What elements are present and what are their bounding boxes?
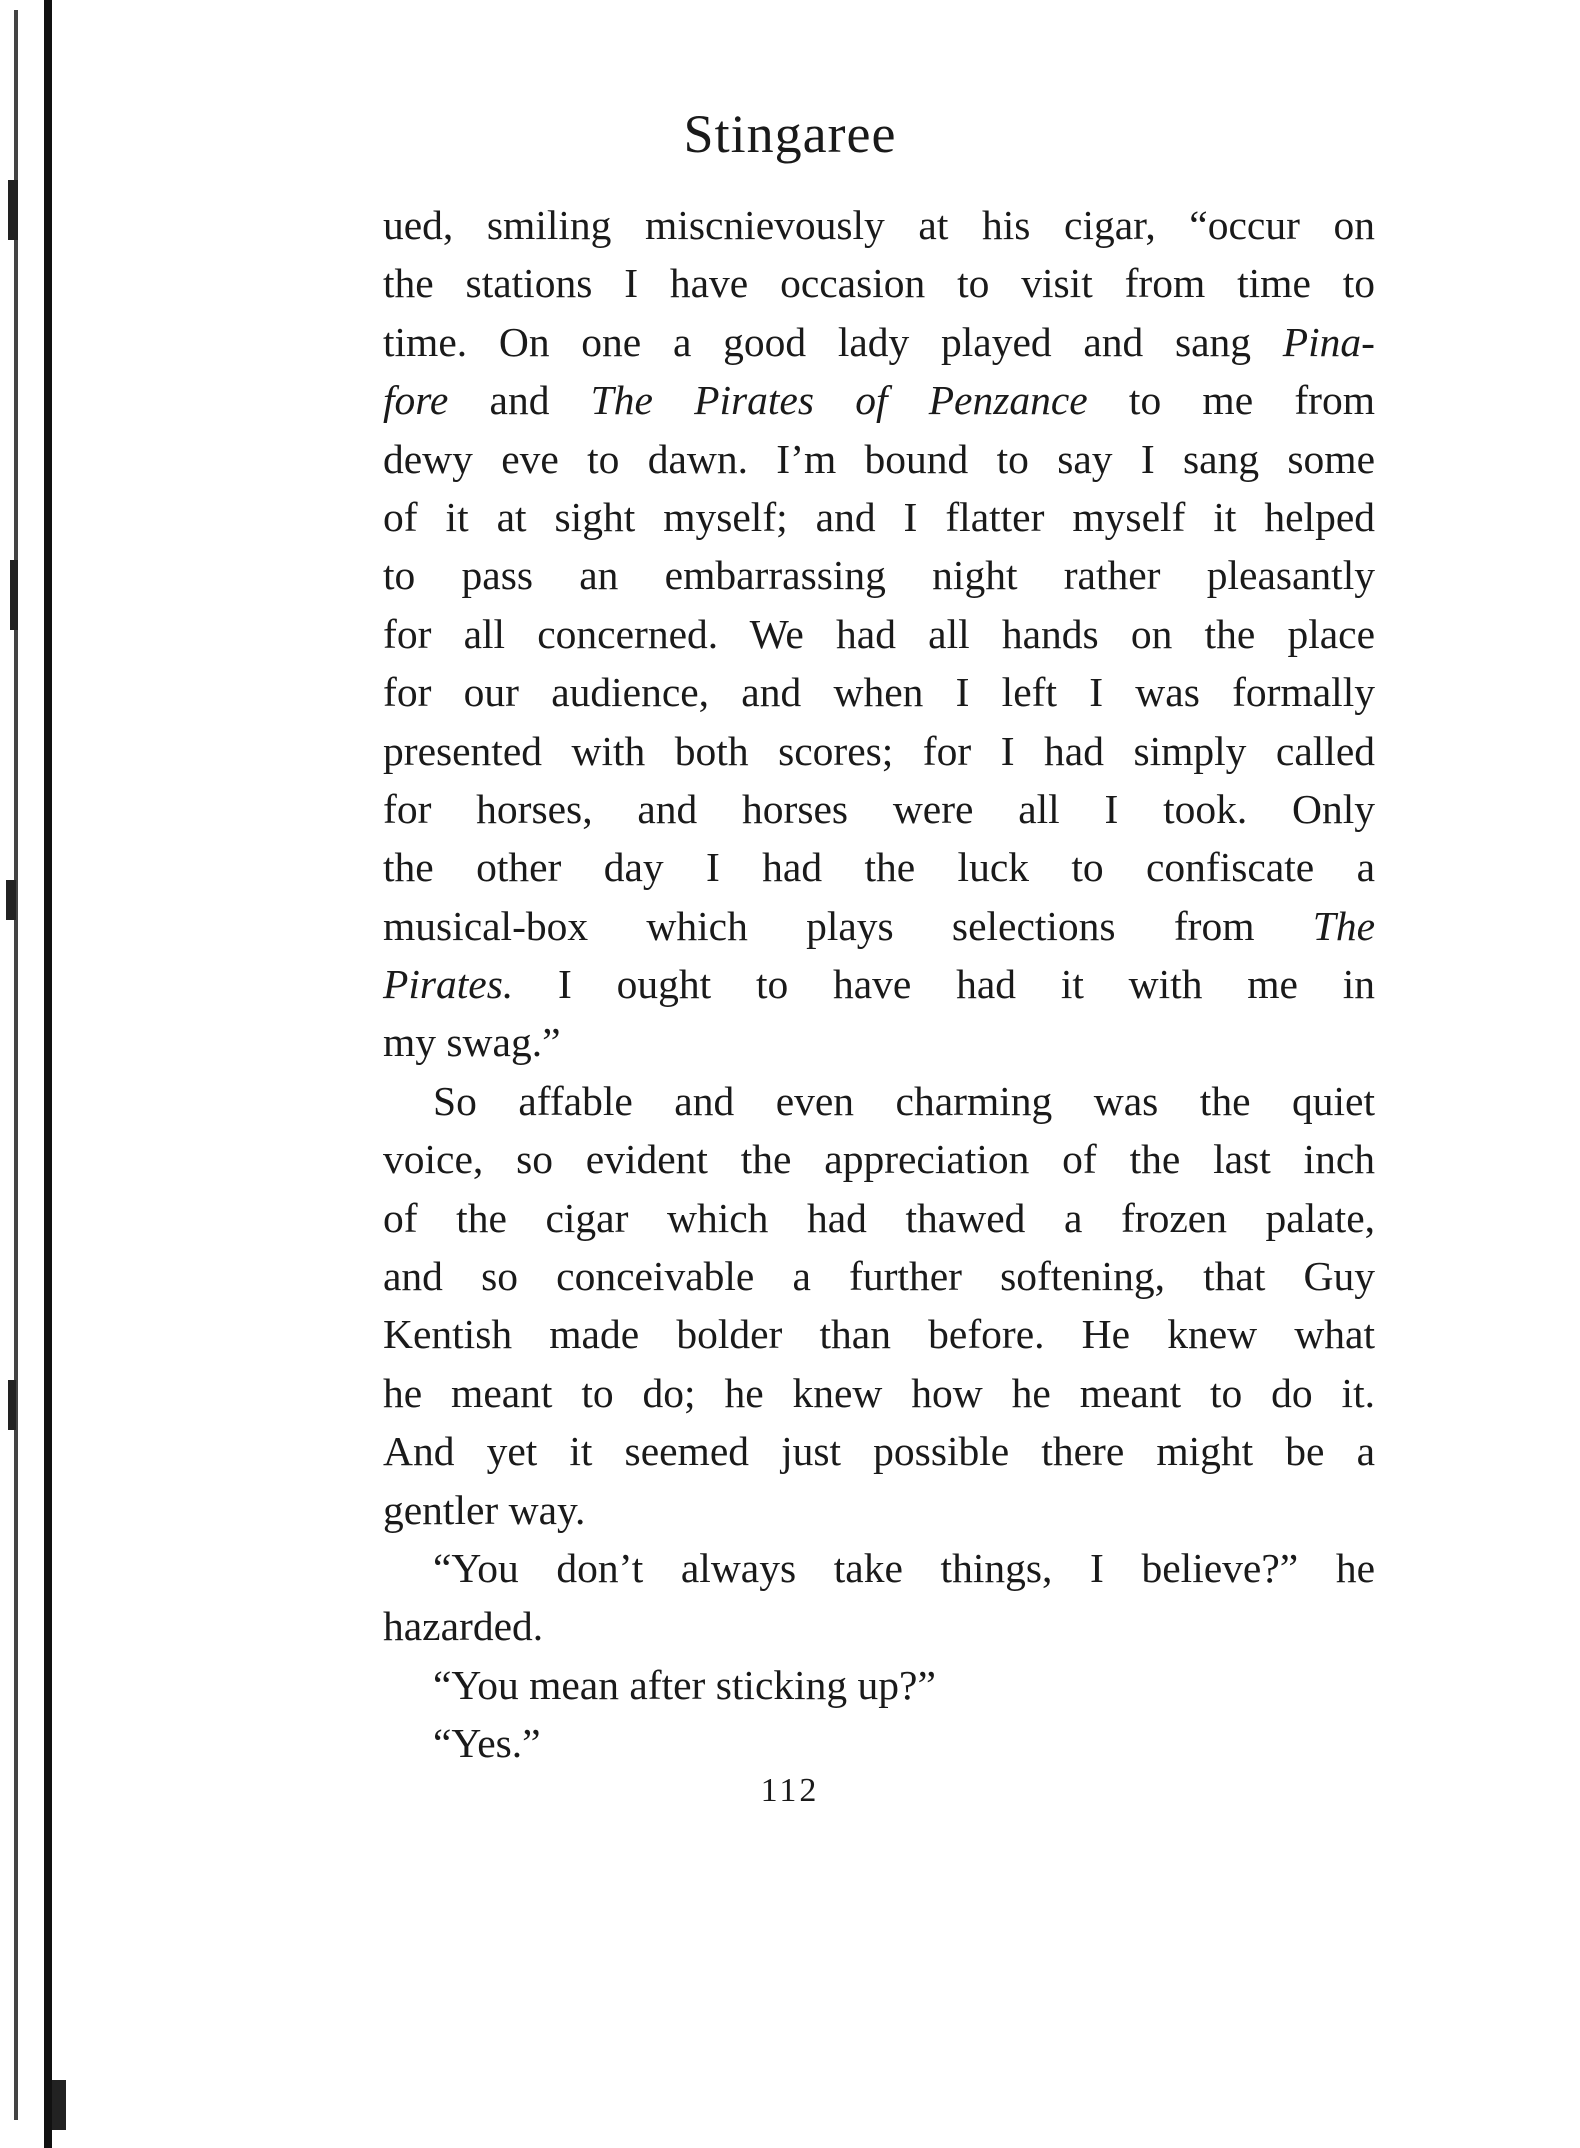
text-line bbox=[383, 1013, 1375, 1071]
italic-text-span: Pirates. bbox=[383, 961, 514, 1008]
italic-text-span: The Pirates of Penzance bbox=[590, 377, 1088, 424]
text-line bbox=[383, 1130, 1375, 1188]
text-span: and bbox=[448, 377, 591, 424]
text-span: voice, so evident the appreciation of the last inch bbox=[383, 1136, 1375, 1183]
text-span: time. On one a good lady played and sang bbox=[383, 318, 1283, 365]
text-span: to me from bbox=[1087, 377, 1376, 424]
text-span: musical-box which plays selections from bbox=[383, 902, 1313, 949]
text-span: the stations I have occasion to visit from time to bbox=[383, 260, 1375, 307]
text-line bbox=[383, 1072, 1375, 1130]
scanned-binding-edge bbox=[0, 0, 70, 2148]
text-span: So affable and even charming was the quiet bbox=[433, 1077, 1375, 1124]
text-span: “You mean after sticking up?” bbox=[433, 1661, 936, 1708]
italic-text-span: Pina- bbox=[1282, 318, 1375, 365]
text-span: gentler way. bbox=[383, 1486, 586, 1533]
text-line bbox=[383, 196, 1375, 254]
text-line bbox=[383, 1656, 1375, 1714]
text-line bbox=[383, 1714, 1375, 1772]
binding-gutter-line bbox=[44, 0, 52, 2148]
text-line bbox=[383, 722, 1375, 780]
text-span: and so conceivable a further softening, that Guy bbox=[383, 1253, 1375, 1300]
text-span: Kentish made bolder than before. He knew what bbox=[383, 1311, 1375, 1358]
text-line bbox=[383, 546, 1375, 604]
text-span: for horses, and horses were all I took. Only bbox=[383, 785, 1375, 832]
text-line bbox=[383, 488, 1375, 546]
text-line bbox=[383, 371, 1375, 429]
running-head: Stingaree bbox=[683, 104, 897, 164]
text-line bbox=[383, 1364, 1375, 1422]
text-line bbox=[383, 1305, 1375, 1363]
text-span: hazarded. bbox=[383, 1603, 544, 1650]
text-line bbox=[383, 838, 1375, 896]
text-line bbox=[383, 254, 1375, 312]
text-line bbox=[383, 430, 1375, 488]
scan-speck bbox=[8, 180, 18, 240]
scan-speck bbox=[10, 560, 18, 630]
scan-speck bbox=[8, 1380, 16, 1430]
text-span: to pass an embarrassing night rather pleasantly bbox=[383, 552, 1375, 599]
text-span: ued, smiling miscnievously at his cigar, “occur on bbox=[383, 202, 1375, 248]
text-line bbox=[383, 897, 1375, 955]
text-line bbox=[383, 1247, 1375, 1305]
text-span: for all concerned. We had all hands on the place bbox=[383, 610, 1375, 657]
text-span: the other day I had the luck to confiscate a bbox=[383, 844, 1375, 891]
text-span: of the cigar which had thawed a frozen palate, bbox=[383, 1194, 1375, 1241]
text-span: my swag.” bbox=[383, 1019, 561, 1066]
text-line bbox=[383, 1189, 1375, 1247]
page-number: 112 bbox=[760, 1772, 820, 1809]
scan-speck bbox=[52, 2080, 66, 2130]
body-text bbox=[383, 196, 1375, 1773]
text-line bbox=[383, 780, 1375, 838]
text-span: I ought to have had it with me in bbox=[513, 961, 1375, 1008]
text-line bbox=[383, 1539, 1375, 1597]
text-span: he meant to do; he knew how he meant to do it. bbox=[383, 1369, 1375, 1416]
text-line bbox=[383, 1481, 1375, 1539]
text-span: presented with both scores; for I had simply called bbox=[383, 727, 1375, 774]
text-line bbox=[383, 1597, 1375, 1655]
text-span: of it at sight myself; and I flatter myself it helped bbox=[383, 493, 1375, 540]
text-span: “Yes.” bbox=[433, 1720, 541, 1767]
text-span: dewy eve to dawn. I’m bound to say I sang some bbox=[383, 435, 1375, 482]
text-line bbox=[383, 663, 1375, 721]
text-span: for our audience, and when I left I was formally bbox=[383, 669, 1375, 716]
italic-text-span: The bbox=[1312, 902, 1375, 949]
text-line bbox=[383, 1422, 1375, 1480]
text-span: “You don’t always take things, I believe?” he bbox=[433, 1544, 1375, 1591]
text-line bbox=[383, 605, 1375, 663]
italic-text-span: fore bbox=[383, 377, 449, 424]
scan-speck bbox=[6, 880, 16, 920]
text-span: And yet it seemed just possible there might be a bbox=[383, 1428, 1375, 1475]
text-line bbox=[383, 313, 1375, 371]
text-line bbox=[383, 955, 1375, 1013]
